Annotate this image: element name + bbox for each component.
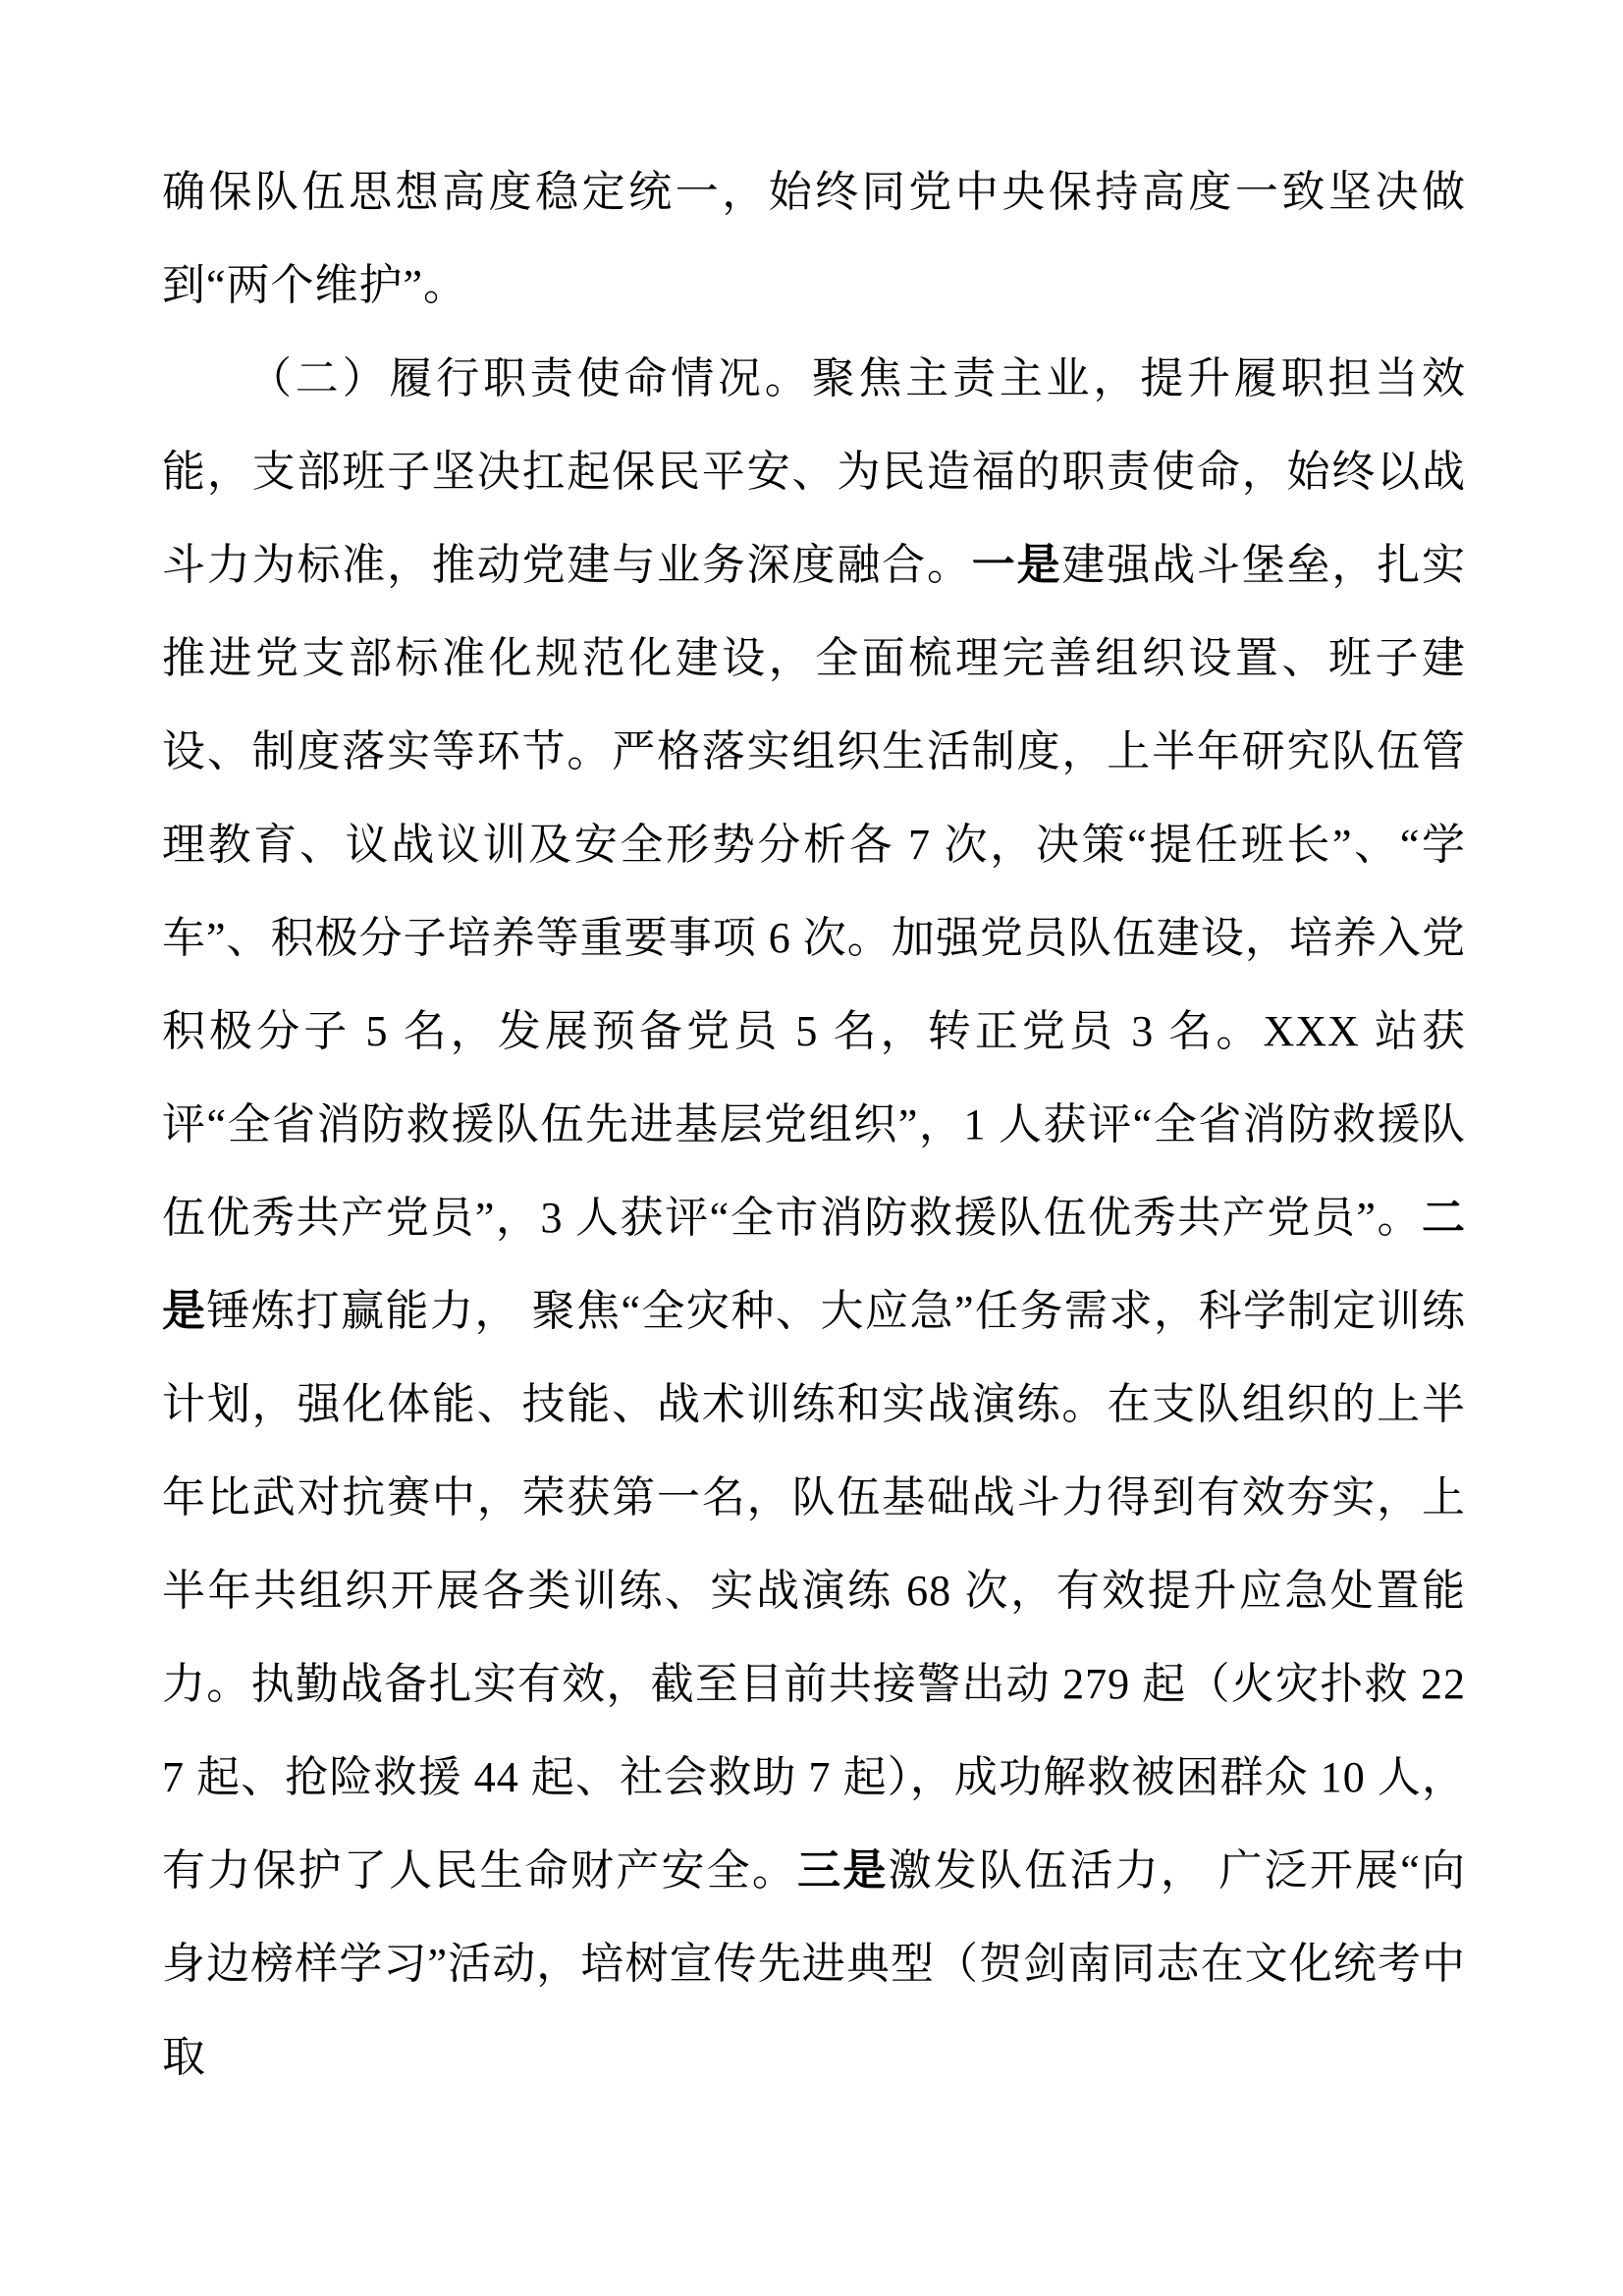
bold-text-run: 三是 [797, 1846, 889, 1895]
paragraph [162, 332, 1466, 2104]
bold-text-run: 二是 [162, 1194, 1466, 1335]
text-run: 锤炼打赢能力， 聚焦“全灾种、大应急”任务需求，科学制定训练计划，强化体能、技能、战术训练和实战演练。在支队组织的上半年比武对抗赛中，荣获第一名，队伍基础战斗力得到有效夯实，上半年共组织开展各类训练、实战演练 68 次，有效提升应急处置能力。执勤战备扎实有效，截至目前共接警出动 279 起（火灾扑救 227 起、抢险救援 44 起、社会救助 7 起），成功解救被困群众 10 人，有力保护了人民生命财产安全。 [162, 1287, 1466, 1895]
text-run: 确保队伍思想高度稳定统一，始终同党中央保持高度一致坚决做到“两个维护”。 [162, 168, 1466, 309]
text-run: （二）履行职责使命情况。聚焦主责主业，提升履职担当效能，支部班子坚决扛起保民平安、为民造福的职责使命，始终以战斗力为标准，推动党建与业务深度融合。 [162, 354, 1466, 589]
paragraph [162, 145, 1466, 332]
text-run: 建强战斗堡垒，扎实推进党支部标准化规范化建设，全面梳理完善组织设置、班子建设、制度落实等环节。严格落实组织生活制度，上半年研究队伍管理教育、议战议训及安全形势分析各 7 次，决策“提任班长”、“学车”、积极分子培养等重要事项 6 次。加强党员队伍建设，培养入党积极分子 5 名，发展预备党员 5 名，转正党员 3 名。XXX 站获评“全省消防救援队伍先进基层党组织”，1 人获评“全省消防救援队伍优秀共产党员”，3 人获评“全市消防救援队伍优秀共产党员”。 [162, 541, 1467, 1242]
text-run: 激发队伍活力， 广泛开展“向身边榜样学习”活动，培树宣传先进典型（贺剑南同志在文化统考中取 [162, 1846, 1467, 2081]
document-body [162, 145, 1466, 2104]
bold-text-run: 一是 [971, 541, 1062, 589]
